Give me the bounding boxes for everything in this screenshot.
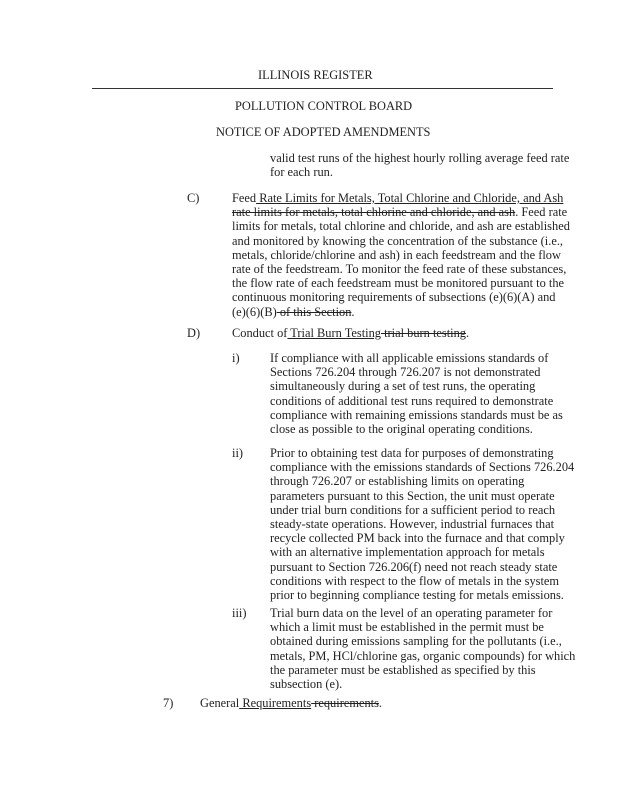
text-line <box>270 531 574 545</box>
text-line <box>270 394 563 408</box>
text-line <box>270 165 569 179</box>
text-segment: obtained during emissions sampling for the pollutants (i.e., <box>270 634 562 649</box>
label-d: D) <box>187 326 201 340</box>
deleted-text: trial burn testing <box>381 326 466 340</box>
text-line <box>270 365 563 379</box>
text-line <box>270 446 574 460</box>
text-segment: simultaneously during a set of test runs, the operating <box>270 379 536 394</box>
label-7: 7) <box>163 696 174 710</box>
text-segment: rate of the feedstream. To monitor the feed rate of these substances, <box>232 262 567 277</box>
text-segment: prior to beginning compliance testing for metals emissions. <box>270 588 564 603</box>
register-title: ILLINOIS REGISTER <box>258 68 373 82</box>
text-line <box>270 379 563 393</box>
text-line <box>232 290 570 304</box>
text-line <box>270 649 575 663</box>
text-line <box>232 262 570 276</box>
text-segment: . <box>466 326 470 340</box>
text-line <box>232 248 570 262</box>
header-rule <box>92 88 553 89</box>
paragraph-continuation <box>270 151 569 179</box>
text-segment: for each run. <box>270 165 333 180</box>
label-ii: ii) <box>232 446 244 460</box>
text-segment: Conduct of <box>232 326 288 340</box>
text-segment: limits for metals, total chlorine and chloride, and ash are established <box>232 219 570 234</box>
text-segment: compliance with the emissions standards of Sections 726.204 <box>270 460 575 475</box>
text-line <box>232 326 469 340</box>
deleted-text: requirements <box>311 696 379 710</box>
text-line <box>270 606 575 620</box>
text-segment: through 726.207 or establishing limits on operating <box>270 474 525 489</box>
label-i: i) <box>232 351 240 365</box>
text-line <box>270 460 574 474</box>
text-line <box>270 560 574 574</box>
paragraph-i <box>270 351 563 436</box>
text-segment: and monitored by knowing the concentration of the substance (i.e., <box>232 233 564 248</box>
text-line <box>270 474 574 488</box>
text-segment: close as possible to the original operating conditions. <box>270 422 533 437</box>
text-line <box>270 517 574 531</box>
text-segment: . Feed rate <box>515 205 568 220</box>
text-segment: pursuant to Section 726.206(f) need not reach steady state <box>270 559 558 574</box>
text-segment: the parameter must be established as specified by this <box>270 662 536 677</box>
text-segment: under trial burn conditions for a sufficient period to reach <box>270 502 556 517</box>
text-segment: recycle collected PM back into the furnace and that comply <box>270 531 565 546</box>
notice-title: NOTICE OF ADOPTED AMENDMENTS <box>216 125 431 139</box>
text-segment: (e)(6)(B) <box>232 304 277 319</box>
paragraph-d-conduct-trial-burn <box>232 326 469 340</box>
text-segment: metals, chloride/chlorine and ash) in each feedstream and the flow <box>232 247 561 262</box>
text-line <box>270 677 575 691</box>
text-line <box>270 489 574 503</box>
text-segment: which a limit must be established in the permit must be <box>270 620 544 635</box>
text-segment: with an alternative implementation approach for metals <box>270 545 545 560</box>
inserted-text: Requirements <box>239 696 312 710</box>
text-line <box>232 305 570 319</box>
text-segment: . <box>378 696 383 710</box>
text-line <box>270 545 574 559</box>
text-segment: Trial burn data on the level of an operating parameter for <box>270 606 553 620</box>
text-segment: Prior to obtaining test data for purposes of demonstrating <box>270 446 554 460</box>
text-line <box>270 151 569 165</box>
text-segment: metals, PM, HCl/chlorine gas, organic compounds) for which <box>270 648 576 663</box>
paragraph-ii <box>270 446 574 602</box>
text-line <box>270 620 575 634</box>
text-segment: the flow rate of each feedstream must be monitored pursuant to the <box>232 276 565 291</box>
text-line <box>232 219 570 233</box>
text-line <box>270 663 575 677</box>
deleted-text: rate limits for metals, total chlorine and chloride, and ash <box>232 205 516 220</box>
paragraph-c-feed-rate-limits <box>232 191 570 319</box>
text-line <box>270 351 563 365</box>
inserted-text: Trial Burn Testing <box>287 326 381 340</box>
text-line <box>270 574 574 588</box>
text-line <box>232 191 570 205</box>
text-line <box>232 276 570 290</box>
text-segment: conditions with respect to the flow of metals in the system <box>270 573 560 588</box>
text-line <box>270 588 574 602</box>
text-line <box>270 422 563 436</box>
text-line <box>270 408 563 422</box>
board-name: POLLUTION CONTROL BOARD <box>235 99 413 113</box>
text-line <box>232 205 570 219</box>
text-segment: . <box>351 304 355 319</box>
paragraph-7-general-requirements <box>200 696 382 710</box>
text-segment: General <box>200 696 240 710</box>
text-segment: conditions of additional test runs required to demonstrate <box>270 393 554 408</box>
text-segment: continuous monitoring requirements of subsections (e)(6)(A) and <box>232 290 556 305</box>
text-line <box>232 234 570 248</box>
label-iii: iii) <box>232 606 247 620</box>
text-segment: valid test runs of the highest hourly rolling average feed rate <box>270 151 570 165</box>
label-c: C) <box>187 191 200 205</box>
text-segment: steady-state operations. However, industrial furnaces that <box>270 517 555 532</box>
paragraph-iii <box>270 606 575 691</box>
text-segment: Sections 726.204 through 726.207 is not demonstrated <box>270 365 541 380</box>
text-segment: If compliance with all applicable emissions standards of <box>270 351 549 365</box>
text-segment: Feed <box>232 191 257 205</box>
text-line <box>200 696 382 710</box>
text-segment: compliance with remaining emissions standards must be as <box>270 407 563 422</box>
text-segment: parameters pursuant to this Section, the unit must operate <box>270 488 555 503</box>
inserted-text: Rate Limits for Metals, Total Chlorine and Chloride, and Ash <box>256 191 564 205</box>
text-segment: subsection (e). <box>270 677 343 692</box>
text-line <box>270 634 575 648</box>
text-line <box>270 503 574 517</box>
deleted-text: of this Section <box>276 304 352 319</box>
